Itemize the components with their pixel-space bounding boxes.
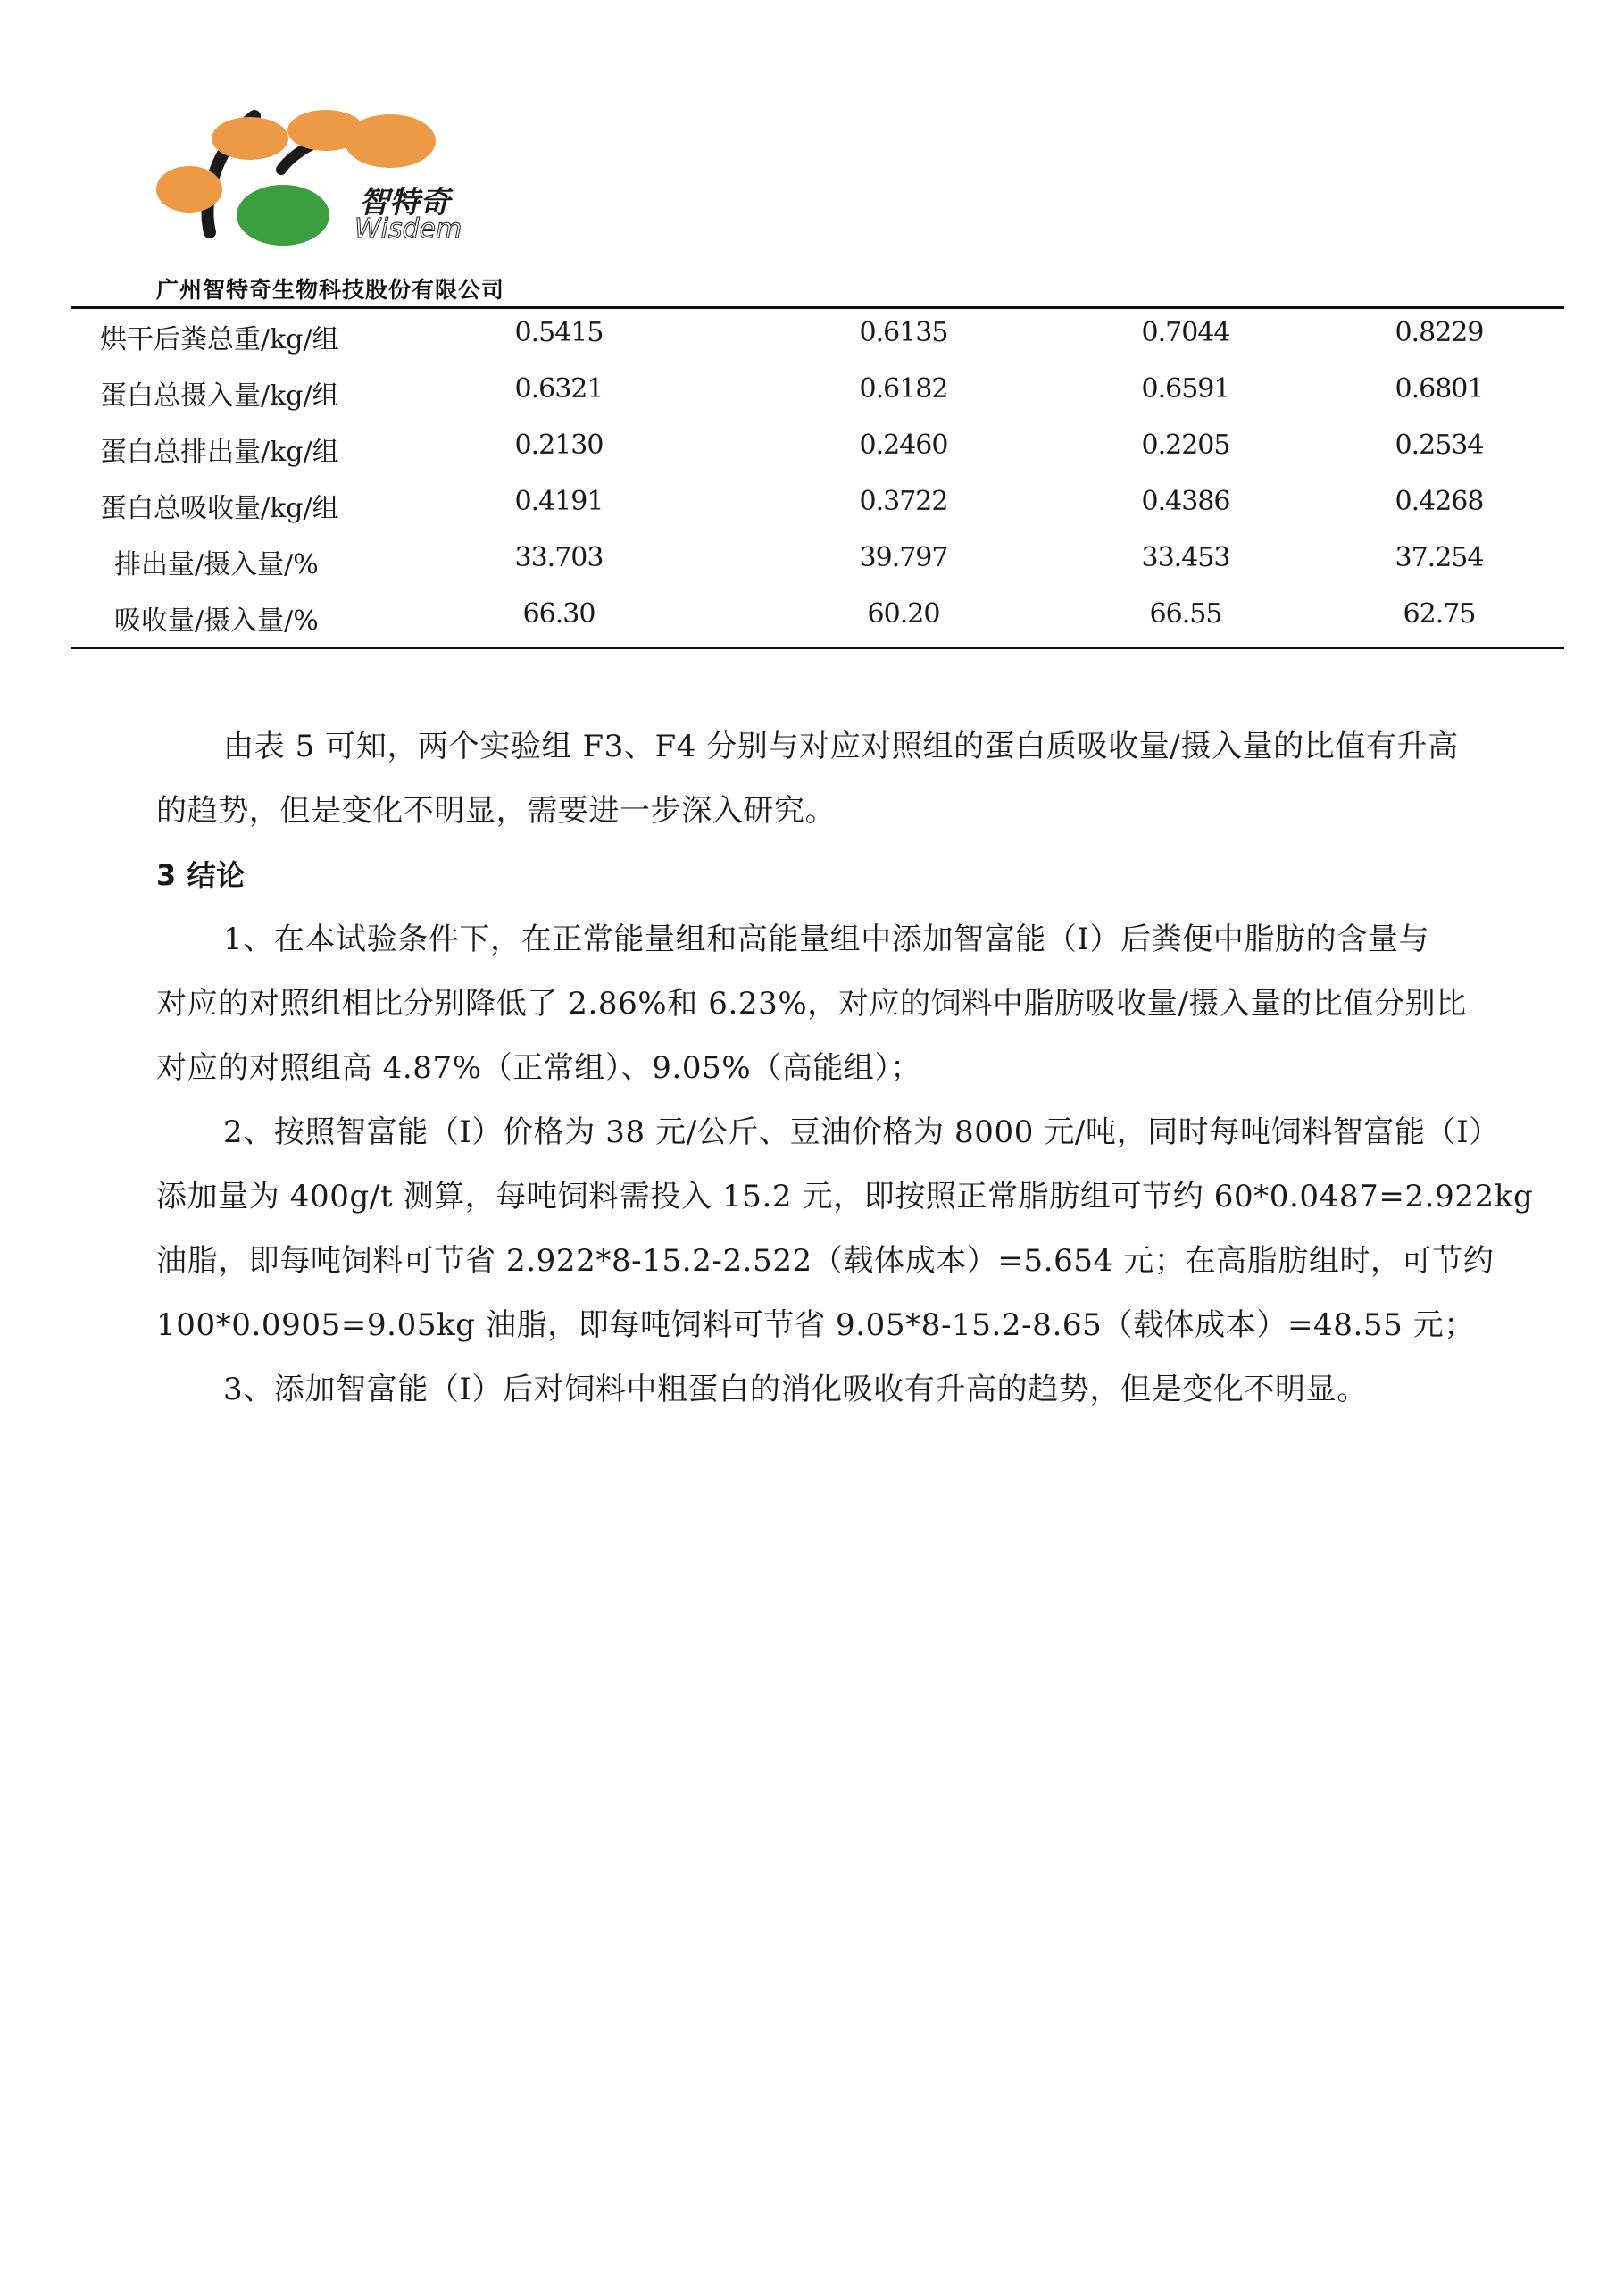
table-row (71, 531, 1564, 588)
row-label: 蛋白总排出量/kg/组 (100, 437, 339, 468)
paragraph-line: 2、按照智富能（I）价格为 38 元/公斤、豆油价格为 8000 元/吨，同时每吨饲料智富能（I） (223, 1114, 1500, 1150)
row-label: 蛋白总摄入量/kg/组 (100, 380, 339, 412)
table-cell: 62.75 (1403, 598, 1476, 630)
table-row (71, 363, 1564, 419)
table-bottom-rule (71, 647, 1564, 649)
table-row (71, 475, 1564, 531)
table-cell: 0.4268 (1395, 486, 1484, 517)
paragraph-line: 由表 5 可知，两个实验组 F3、F4 分别与对应对照组的蛋白质吸收量/摄入量的比值有升高 (223, 729, 1459, 764)
table-cell: 0.2130 (514, 430, 604, 461)
table-cell: 0.2460 (859, 430, 948, 461)
paragraph-line: 对应的对照组相比分别降低了 2.86%和 6.23%，对应的饲料中脂肪吸收量/摄入量的比值分别比 (156, 986, 1467, 1022)
table-cell: 66.55 (1149, 598, 1222, 630)
section-heading: 3 结论 (156, 858, 246, 892)
table-cell: 0.4191 (514, 486, 604, 517)
row-label: 排出量/摄入量/% (114, 549, 319, 580)
table-cell: 37.254 (1395, 542, 1484, 573)
logo-english-text: Wisdem (354, 213, 462, 245)
paragraph-line: 对应的对照组高 4.87%（正常组）、9.05%（高能组）； (156, 1050, 921, 1086)
company-name: 广州智特奇生物科技股份有限公司 (156, 277, 505, 303)
company-logo (147, 107, 522, 250)
paragraph-line: 添加量为 400g/t 测算，每吨饲料需投入 15.2 元，即按照正常脂肪组可节约 60*0.0487=2.922kg (156, 1179, 1534, 1214)
paragraph-line: 3、添加智富能（I）后对饲料中粗蛋白的消化吸收有升高的趋势，但是变化不明显。 (223, 1372, 1368, 1407)
table-cell: 0.2205 (1141, 430, 1230, 461)
table-cell: 39.797 (859, 542, 948, 573)
row-label: 烘干后粪总重/kg/组 (100, 324, 339, 355)
table-cell: 0.6321 (514, 373, 604, 405)
table-cell: 60.20 (867, 598, 940, 630)
table-cell: 0.4386 (1141, 486, 1230, 517)
paragraph-line: 1、在本试验条件下，在正常能量组和高能量组中添加智富能（I）后粪便中脂肪的含量与 (223, 922, 1430, 957)
table-cell: 0.5415 (514, 317, 604, 348)
paragraph-line: 100*0.0905=9.05kg 油脂，即每吨饲料可节省 9.05*8-15.2-8.65（载体成本）=48.55 元； (156, 1307, 1475, 1343)
paragraph-line: 油脂，即每吨饲料可节省 2.922*8-15.2-2.522（载体成本）=5.654 元；在高脂肪组时，可节约 (156, 1243, 1495, 1279)
table-cell: 0.6182 (859, 373, 948, 405)
table-cell: 0.2534 (1395, 430, 1484, 461)
table-cell: 0.6801 (1395, 373, 1484, 405)
table-cell: 0.6591 (1141, 373, 1230, 405)
table-row (71, 306, 1564, 363)
table-cell: 66.30 (522, 598, 595, 630)
paragraph-line: 的趋势，但是变化不明显，需要进一步深入研究。 (156, 793, 837, 829)
table-cell: 0.6135 (859, 317, 948, 348)
table-cell: 0.7044 (1141, 317, 1230, 348)
table-cell: 33.703 (514, 542, 604, 573)
row-label: 吸收量/摄入量/% (114, 605, 319, 637)
table-cell: 0.8229 (1395, 317, 1484, 348)
table-row (71, 419, 1564, 475)
logo-chinese-text: 智特奇 (359, 185, 450, 221)
row-label: 蛋白总吸收量/kg/组 (100, 493, 339, 524)
data-table (71, 306, 1564, 644)
table-row (71, 588, 1564, 644)
table-cell: 0.3722 (859, 486, 948, 517)
table-cell: 33.453 (1141, 542, 1230, 573)
